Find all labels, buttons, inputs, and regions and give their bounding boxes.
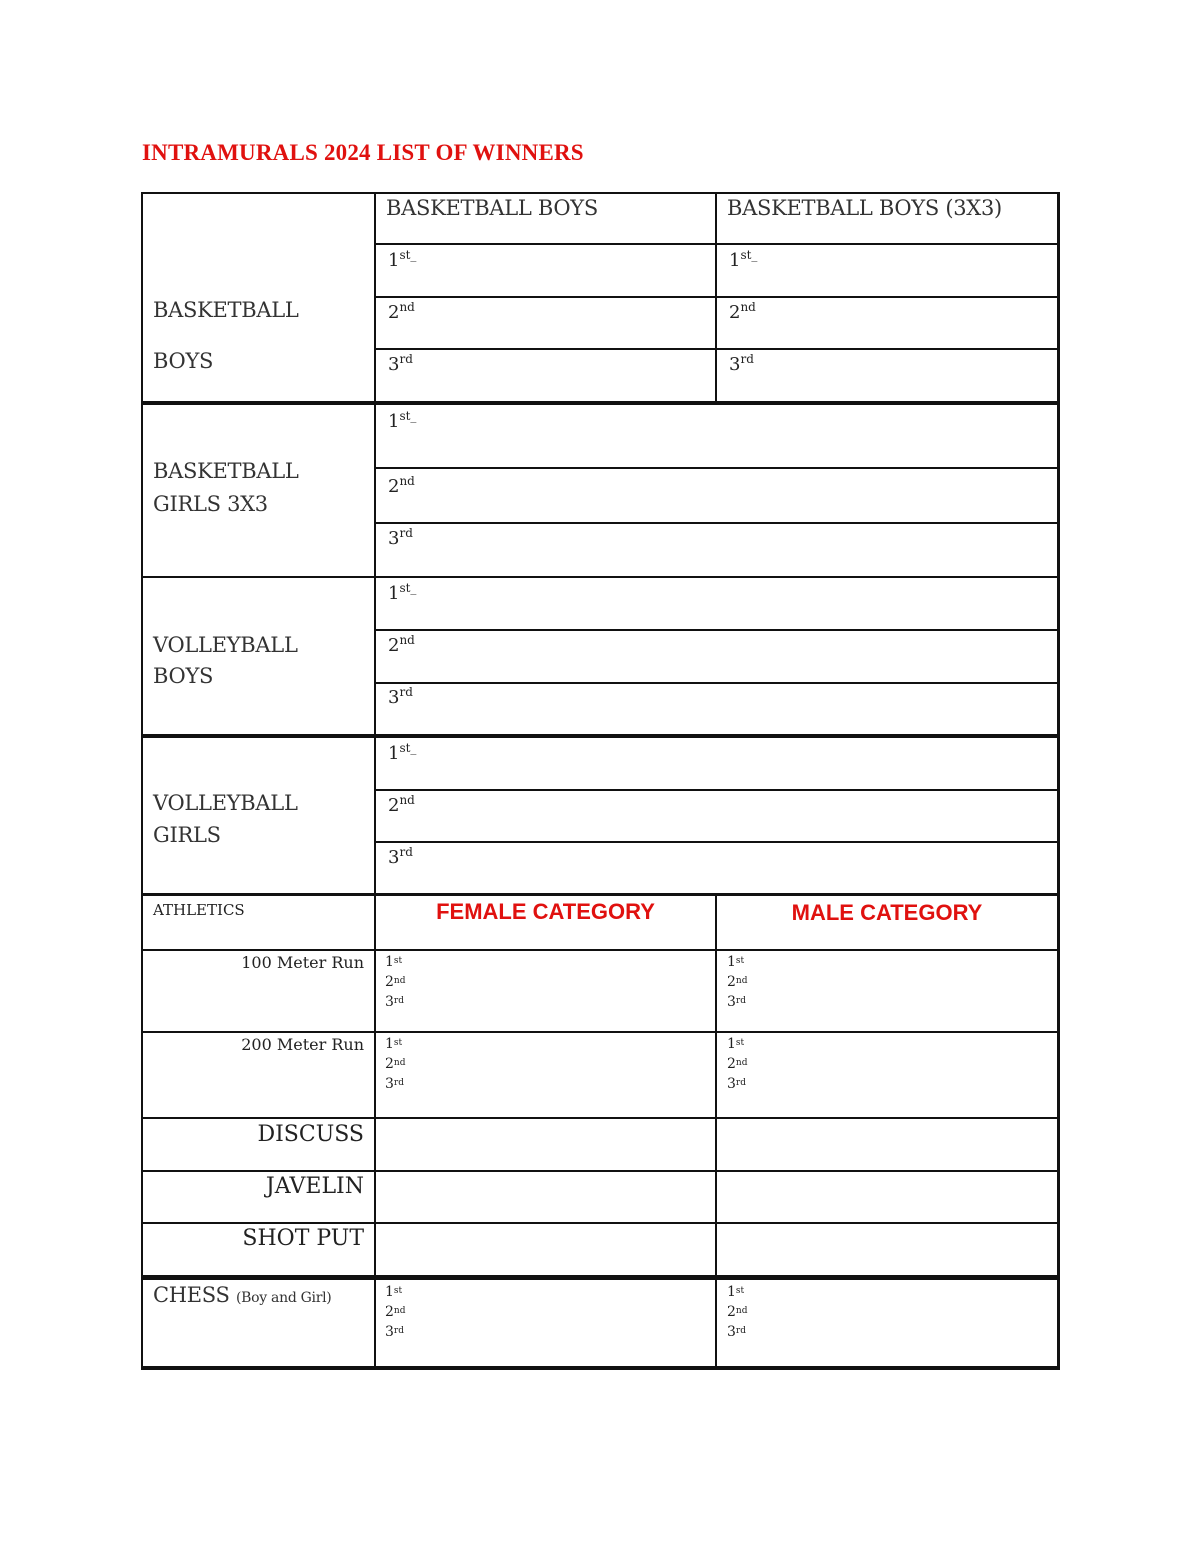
female-category-header: FEMALE CATEGORY [436, 899, 655, 924]
event-shotput-label: SHOT PUT [242, 1226, 364, 1251]
place-third: 3rd [729, 352, 754, 375]
place-third: 3rd [388, 845, 413, 868]
basketball-boys-col2-header: BASKETBALL BOYS (3X3) [727, 196, 1002, 220]
place-first: $1^{st\_}$ [388, 741, 417, 764]
basketball-girls-label-line2: GIRLS 3X3 [153, 492, 268, 516]
place-first: $1^{st\_}$ [388, 409, 417, 432]
basketball-boys-label-line1: BASKETBALL [153, 298, 299, 322]
basketball-boys-label-line2: BOYS [153, 349, 214, 373]
place-second: 2nd [388, 300, 415, 323]
event-200m-label: 200 Meter Run [241, 1035, 364, 1054]
volleyball-boys-label-line2: BOYS [153, 664, 214, 688]
athletics-label: ATHLETICS [153, 901, 245, 919]
volleyball-girls-label-line2: GIRLS [153, 823, 221, 847]
basketball-girls-label-line1: BASKETBALL [153, 459, 299, 483]
place-second: 2nd [388, 474, 415, 497]
place-first: $1^{st\_}$ [388, 248, 417, 271]
chess-col1-places: 1st 2nd 3rd [385, 1284, 406, 1340]
male-category-header: MALE CATEGORY [791, 900, 983, 925]
event-discuss-label: DISCUSS [257, 1122, 364, 1147]
event-100m-label: 100 Meter Run [241, 953, 364, 972]
male-100m-places: 1st 2nd 3rd [727, 954, 748, 1010]
place-second: 2nd [729, 300, 756, 323]
volleyball-boys-label-line1: VOLLEYBALL [153, 633, 298, 657]
chess-label: CHESS (Boy and Girl) [153, 1283, 332, 1307]
page-title: INTRAMURALS 2024 LIST OF WINNERS [142, 140, 584, 165]
place-first: $1^{st\_}$ [388, 581, 417, 604]
place-third: 3rd [388, 352, 413, 375]
place-first: $1^{st\_}$ [729, 248, 758, 271]
place-second: 2nd [388, 633, 415, 656]
female-200m-places: 1st 2nd 3rd [385, 1036, 406, 1092]
place-third: 3rd [388, 685, 413, 708]
chess-col2-places: 1st 2nd 3rd [727, 1284, 748, 1340]
volleyball-girls-label-line1: VOLLEYBALL [153, 791, 298, 815]
place-second: 2nd [388, 793, 415, 816]
basketball-boys-col1-header: BASKETBALL BOYS [386, 196, 598, 220]
male-200m-places: 1st 2nd 3rd [727, 1036, 748, 1092]
event-javelin-label: JAVELIN [265, 1174, 364, 1199]
female-100m-places: 1st 2nd 3rd [385, 954, 406, 1010]
place-third: 3rd [388, 526, 413, 549]
